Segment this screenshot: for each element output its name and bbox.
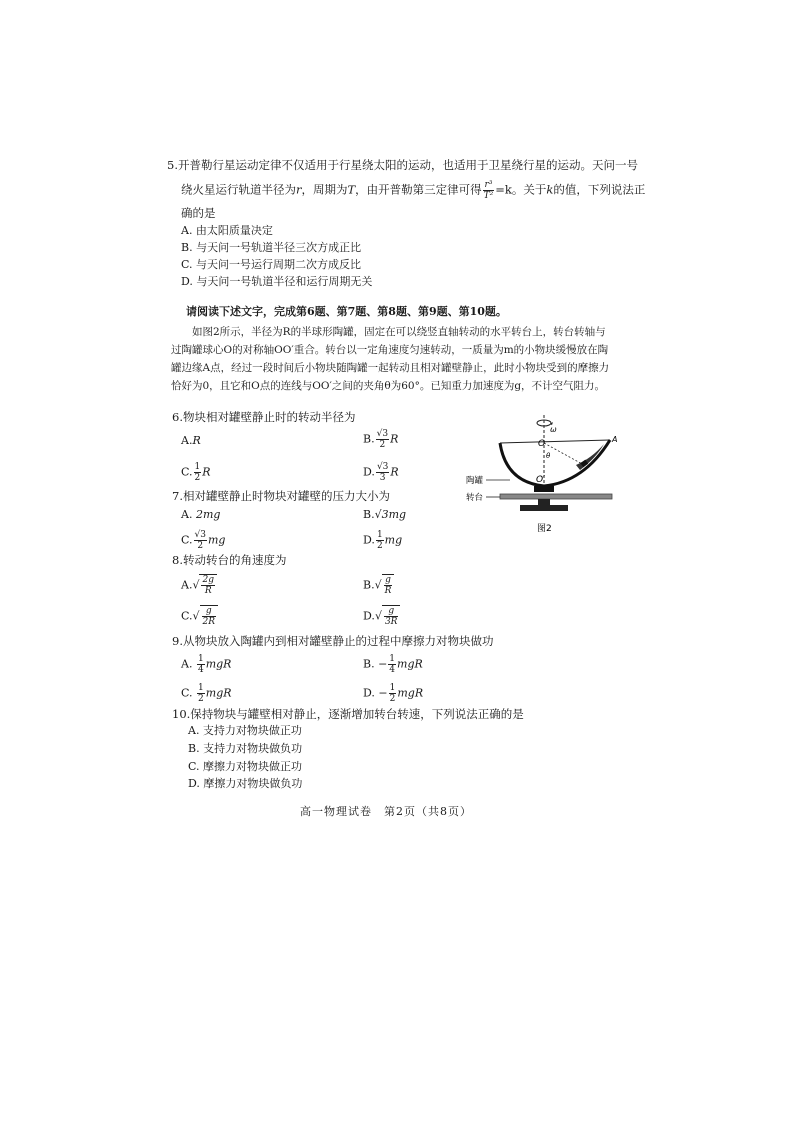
q8-stem: 8.转动转台的角速度为	[172, 553, 287, 567]
q9-option-b[interactable]: B. − $\frac{1}{4}$ mgR	[363, 654, 423, 675]
q5-option-c[interactable]: C. 与天问一号运行周期二次方成反比	[181, 258, 362, 271]
omega-label: ω	[550, 425, 557, 434]
bowl-foot	[534, 486, 554, 492]
q5-line3: 确的是	[181, 206, 216, 220]
q8-option-b[interactable]: B.√ $\frac{g}{R}$	[363, 574, 394, 596]
q7-option-b[interactable]: B.√3mg	[363, 508, 407, 521]
q5-line1: 5.开普勒行星运动定律不仅适用于行星绕太阳的运动，也适用于卫星绕行星的运动。天问一号	[167, 158, 638, 172]
label-o-prime: O′	[536, 475, 546, 485]
q7-option-d[interactable]: D. $\frac{1}{2}$ mg	[363, 530, 403, 551]
q8-option-d[interactable]: D.√ $\frac{g}{3R}$	[363, 605, 400, 627]
label-pot: 陶罐	[466, 476, 484, 486]
q7-option-c[interactable]: C. $\frac{√3}{2}$ mg	[181, 530, 226, 551]
q5-line2: 绕火星运行轨道半径为r，周期为T，由开普勒第三定律可得 $\frac{\text{r³}}{\text{T²}}$ =k。关于k的值，下列说法正	[181, 180, 646, 201]
bowl-outer	[500, 440, 610, 486]
q6-stem: 6.物块相对罐壁静止时的转动半径为	[172, 410, 356, 424]
q5-option-d[interactable]: D. 与天问一号轨道半径和运行周期无关	[181, 275, 373, 288]
q10-option-b[interactable]: B. 支持力对物块做负功	[188, 742, 303, 755]
q7-option-a[interactable]: A. 2mg	[181, 508, 221, 521]
label-theta: θ	[546, 452, 551, 460]
turntable-base	[520, 505, 568, 511]
q9-option-d[interactable]: D. − $\frac{1}{2}$ mgR	[363, 683, 424, 704]
q6-option-d[interactable]: D. $\frac{√3}{3}$ R	[363, 462, 399, 483]
label-a: A	[612, 435, 618, 444]
reading-heading: 请阅读下述文字，完成第6题、第7题、第8题、第9题、第10题。	[186, 305, 507, 318]
q10-option-d[interactable]: D. 摩擦力对物块做负功	[188, 777, 303, 790]
q7-stem: 7.相对罐壁静止时物块对罐壁的压力大小为	[172, 489, 390, 503]
bowl-rim	[500, 440, 610, 443]
label-o: O	[538, 439, 546, 449]
q8-option-c[interactable]: C.√ $\frac{g}{2R}$	[181, 605, 218, 627]
q9-option-c[interactable]: C. $\frac{1}{2}$ mgR	[181, 683, 232, 704]
label-table: 转台	[466, 493, 484, 503]
q6-option-a[interactable]: A.R	[181, 434, 201, 447]
q9-stem: 9.从物块放入陶罐内到相对罐壁静止的过程中摩擦力对物块做功	[172, 634, 494, 648]
page-footer: 高一物理试卷 第2页（共8页）	[300, 805, 472, 818]
q8-option-a[interactable]: A.√ $\frac{2g}{R}$	[181, 574, 217, 596]
reading-passage: 如图2所示，半径为R的半球形陶罐，固定在可以绕竖直轴转动的水平转台上，转台转轴与过陶罐球心O的对称轴OO′重合。转台以一定角速度匀速转动，一质量为m的小物块缓慢放在陶罐边缘A点，经过一段时间后小物块随陶罐一起转动且相对罐壁静止，此时小物块受到的摩擦力恰好为0，且它和O点的连线与OO′之间的夹角θ为60°。已知重力加速度为g，不计空气阻力。	[171, 326, 610, 392]
q5-option-b[interactable]: B. 与天问一号轨道半径三次方成正比	[181, 241, 362, 254]
q10-option-a[interactable]: A. 支持力对物块做正功	[188, 724, 302, 737]
turntable-plate	[500, 494, 612, 499]
figure-2-diagram	[464, 410, 624, 538]
q10-stem: 10.保持物块与罐壁相对静止，逐渐增加转台转速，下列说法正确的是	[172, 707, 524, 721]
q9-option-a[interactable]: A. $\frac{1}{4}$ mgR	[181, 654, 232, 675]
q6-option-c[interactable]: C. $\frac{1}{2}$ R	[181, 462, 211, 483]
turntable-shaft	[538, 499, 550, 505]
figure-caption: 图2	[537, 524, 552, 534]
q5-option-a[interactable]: A. 由太阳质量决定	[181, 224, 273, 237]
q6-option-b[interactable]: B. $\frac{√3}{2}$ R	[363, 429, 399, 450]
q10-option-c[interactable]: C. 摩擦力对物块做正功	[188, 760, 303, 773]
